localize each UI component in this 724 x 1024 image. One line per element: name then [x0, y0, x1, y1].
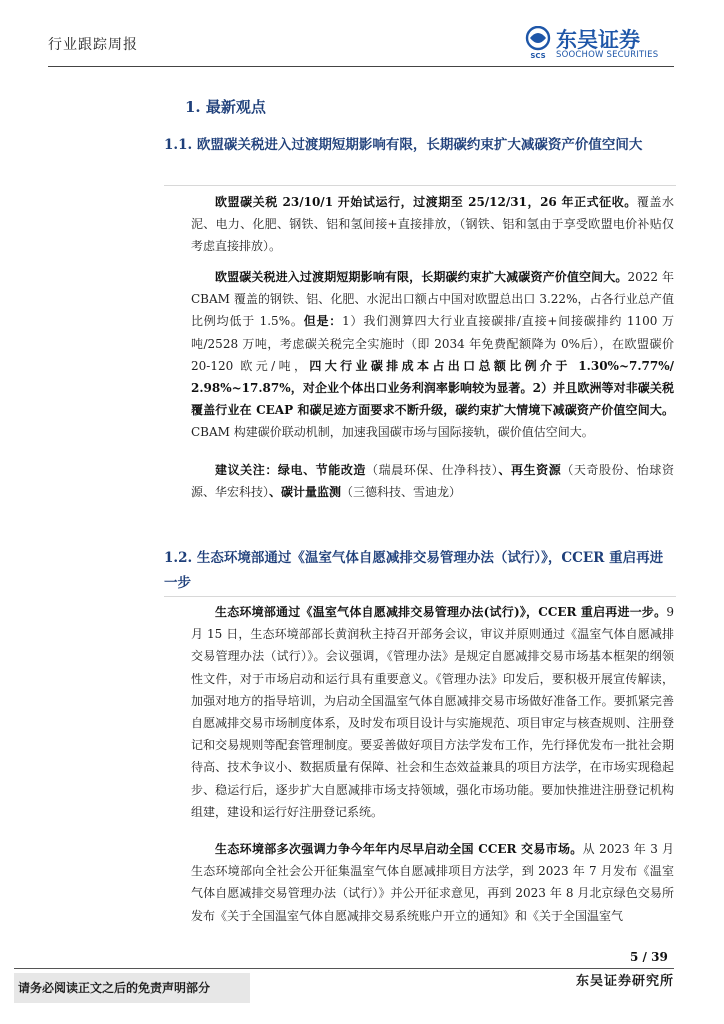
disclaimer-notice: 请务必阅读正文之后的免责声明部分 [14, 973, 250, 1003]
text-run: CBAM 构建碳价联动机制，加速我国碳市场与国际接轨，碳价值估空间大。 [191, 425, 594, 440]
bold-text-run: 生态环境部通过《温室气体自愿减排交易管理办法(试行)》，CCER 重启再进一步。 [215, 605, 667, 619]
bold-text-run: 欧盟碳关税 23/10/1 开始试运行，过渡期至 25/12/31，26 年正式征收。 [215, 195, 637, 209]
footer-divider [14, 968, 674, 969]
paragraph [191, 266, 674, 444]
company-logo [524, 24, 674, 64]
subsection-heading-1-2: 1.2. 生态环境部通过《温室气体自愿减排交易管理办法（试行）》，CCER 重启再进一步 [164, 550, 664, 591]
logo-english-name: SOOCHOW SECURITIES [556, 50, 659, 60]
paragraph [191, 838, 674, 927]
logo-chinese-name: 东吴证券 [556, 28, 640, 52]
text-run: 9 月 15 日，生态环境部部长黄润秋主持召开部务会议，审议并原则通过《温室气体自愿减排交易管理办法（试行）》。会议强调，《管理办法》是规定自愿减排交易市场基本框架的纲领性文件，对于市场启动和运行具有重要意义。《管理办法》印发后，要积极开展宣传解读，加强对地方的指导培训，为启动全国温室气体自愿减排交易市场做好准备工作。要抓紧完善自愿减排交易市场制度体系，及时发布项目设计与实施规范、项目审定与核查规则、注册登记和交易规则等配套管理制度。要妥善做好项目方法学发布工作，先行择优发布一批社会期待高、技术争议小、数据质量有保障、社会和生态效益兼具的项目方法学，在市场实现稳起步、稳运行后，逐步扩大自愿减排市场支持领域，强化市场功能。要加快推进注册登记机构组建，建设和运行好注册登记系统。 [191, 605, 674, 819]
text-run: （天奇股份、怡球资源、华宏科技） [191, 463, 674, 500]
bold-text-run: 生态环境部多次强调力争今年年内尽早启动全国 CCER 交易市场。 [215, 842, 583, 856]
bold-text-run: 欧盟碳关税进入过渡期短期影响有限，长期碳约束扩大减碳资产价值空间大。 [215, 270, 628, 284]
soochow-logo-icon [524, 26, 552, 60]
text-run: 从 2023 年 3 月生态环境部向全社会公开征集温室气体自愿减排项目方法学，到 2023 年 7 月发布《温室气体自愿减排交易管理办法（试行）》并公开征求意见，再到 2023 年 8 月北京绿色交易所发布《关于全国温室气体自愿减排交易系统账户开立的通知》和《关于全国温室气 [191, 842, 674, 923]
header-divider [48, 66, 674, 67]
report-type-label: 行业跟踪周报 [48, 37, 138, 53]
text-run: （瑞晨环保、仕净科技） [365, 463, 499, 477]
paragraph [191, 601, 674, 823]
text-run: （三德科技、雪迪龙） [341, 485, 462, 500]
logo-mark-text: SCS [530, 52, 546, 60]
bold-text-run: 建议关注：绿电、节能改造 [215, 463, 366, 477]
paragraph [191, 191, 674, 258]
page-number: 5 / 39 [630, 950, 668, 964]
bold-text-run: 四大行业碳排成本占出口总额比例介于 1.30%~7.77%/ 2.98%~17.87%，对企业个体出口业务利润率影响较为显著。2）并且欧洲等对非碳关税覆盖行业在 CEAP 和碳足迹方面要求不断升级，碳约束扩大情境下减碳资产价值空间大。 [191, 358, 675, 418]
bold-text-run: 但是： [303, 314, 343, 329]
bold-text-run: 、碳计量监测 [269, 485, 342, 500]
bold-text-run: 、再生资源 [498, 463, 562, 477]
text-run: 2022 年 CBAM 覆盖的钢铁、铝、化肥、水泥出口额占中国对欧盟总出口 3.22%，占各行业总产值比例均低于 1.5%。 [191, 270, 674, 329]
subsection-divider [164, 596, 676, 597]
recommendation-paragraph [191, 459, 674, 503]
subsection-heading-1-1: 1.1. 欧盟碳关税进入过渡期短期影响有限，长期碳约束扩大减碳资产价值空间大 [164, 137, 643, 153]
institute-name: 东吴证券研究所 [576, 974, 675, 989]
subsection-divider [164, 185, 676, 186]
text-run: 1）我们测算四大行业直接碳排/直接+间接碳排约 1100 万吨/2528 万吨，考虑碳关税完全实施时（即 2034 年免费配额降为 0%后），在欧盟碳价 20-120 欧元/吨， [191, 314, 674, 373]
section-heading: 1. 最新观点 [185, 98, 266, 116]
text-run: 覆盖水泥、电力、化肥、钢铁、铝和氢间接+直接排放，（钢铁、铝和氢由于享受欧盟电价补贴仅考虑直接排放）。 [191, 195, 674, 254]
